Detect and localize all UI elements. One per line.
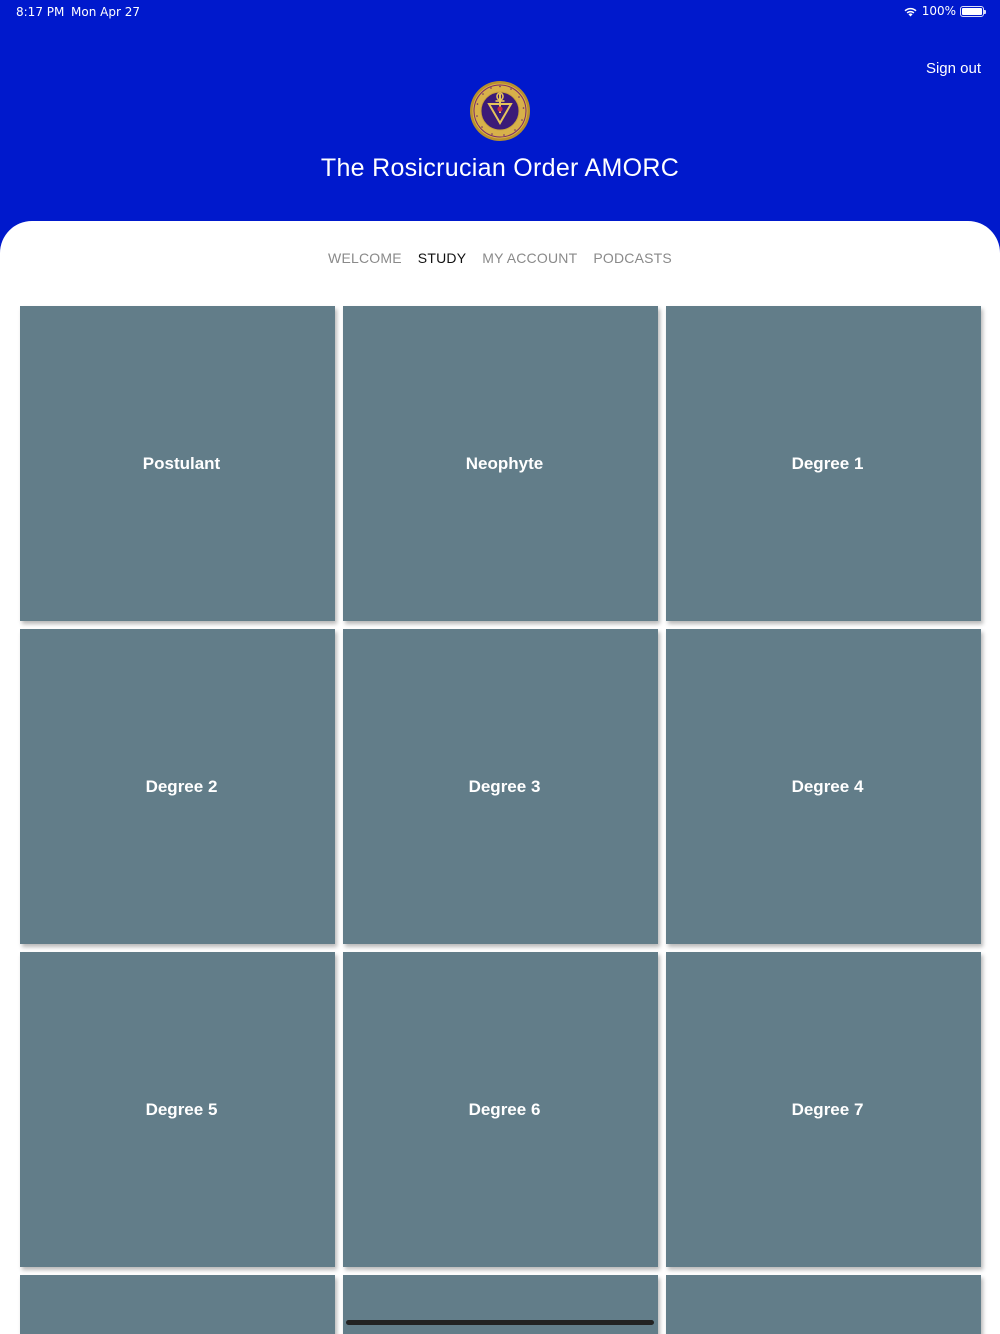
home-indicator[interactable] [346,1320,654,1325]
main-content [0,221,1000,1334]
battery-icon [960,6,984,17]
tile-label: Degree 4 [791,776,864,796]
tile-degree-4[interactable] [666,629,981,944]
tile-degree-7[interactable] [666,952,981,1267]
tile-label: Degree 3 [468,776,541,796]
tile-degree-2[interactable] [20,629,335,944]
tile-partial-3[interactable] [666,1275,981,1334]
tile-label: Neophyte [465,453,544,473]
battery-percent: 100% [921,4,956,18]
tile-postulant[interactable] [20,306,335,621]
tile-degree-3[interactable] [343,629,658,944]
status-date: Mon Apr 27 [71,5,140,19]
wifi-icon [903,6,918,17]
app-title: The Rosicrucian Order AMORC [320,154,680,182]
tile-label: Degree 7 [791,1099,864,1119]
status-indicators [903,4,984,18]
sign-out-button[interactable]: Sign out [925,60,981,77]
tile-label: Degree 1 [791,453,864,473]
status-time: 8:17 PM [16,5,65,19]
tile-degree-1[interactable] [666,306,981,621]
tab-bar [0,250,1000,266]
tab-welcome[interactable]: WELCOME [328,250,402,266]
tile-partial-1[interactable] [20,1275,335,1334]
status-bar [0,0,1000,24]
amorc-seal-icon [469,80,531,142]
tile-partial-2[interactable] [343,1275,658,1334]
tile-degree-5[interactable] [20,952,335,1267]
tile-neophyte[interactable] [343,306,658,621]
tab-my-account[interactable]: MY ACCOUNT [482,250,578,266]
tile-label: Postulant [142,453,221,473]
tab-podcasts[interactable]: PODCASTS [593,250,672,266]
tile-label: Degree 6 [468,1099,541,1119]
tile-label: Degree 5 [145,1099,218,1119]
tile-label: Degree 2 [145,776,218,796]
degree-grid [20,306,981,1334]
tab-study[interactable]: STUDY [417,250,467,266]
tile-degree-6[interactable] [343,952,658,1267]
